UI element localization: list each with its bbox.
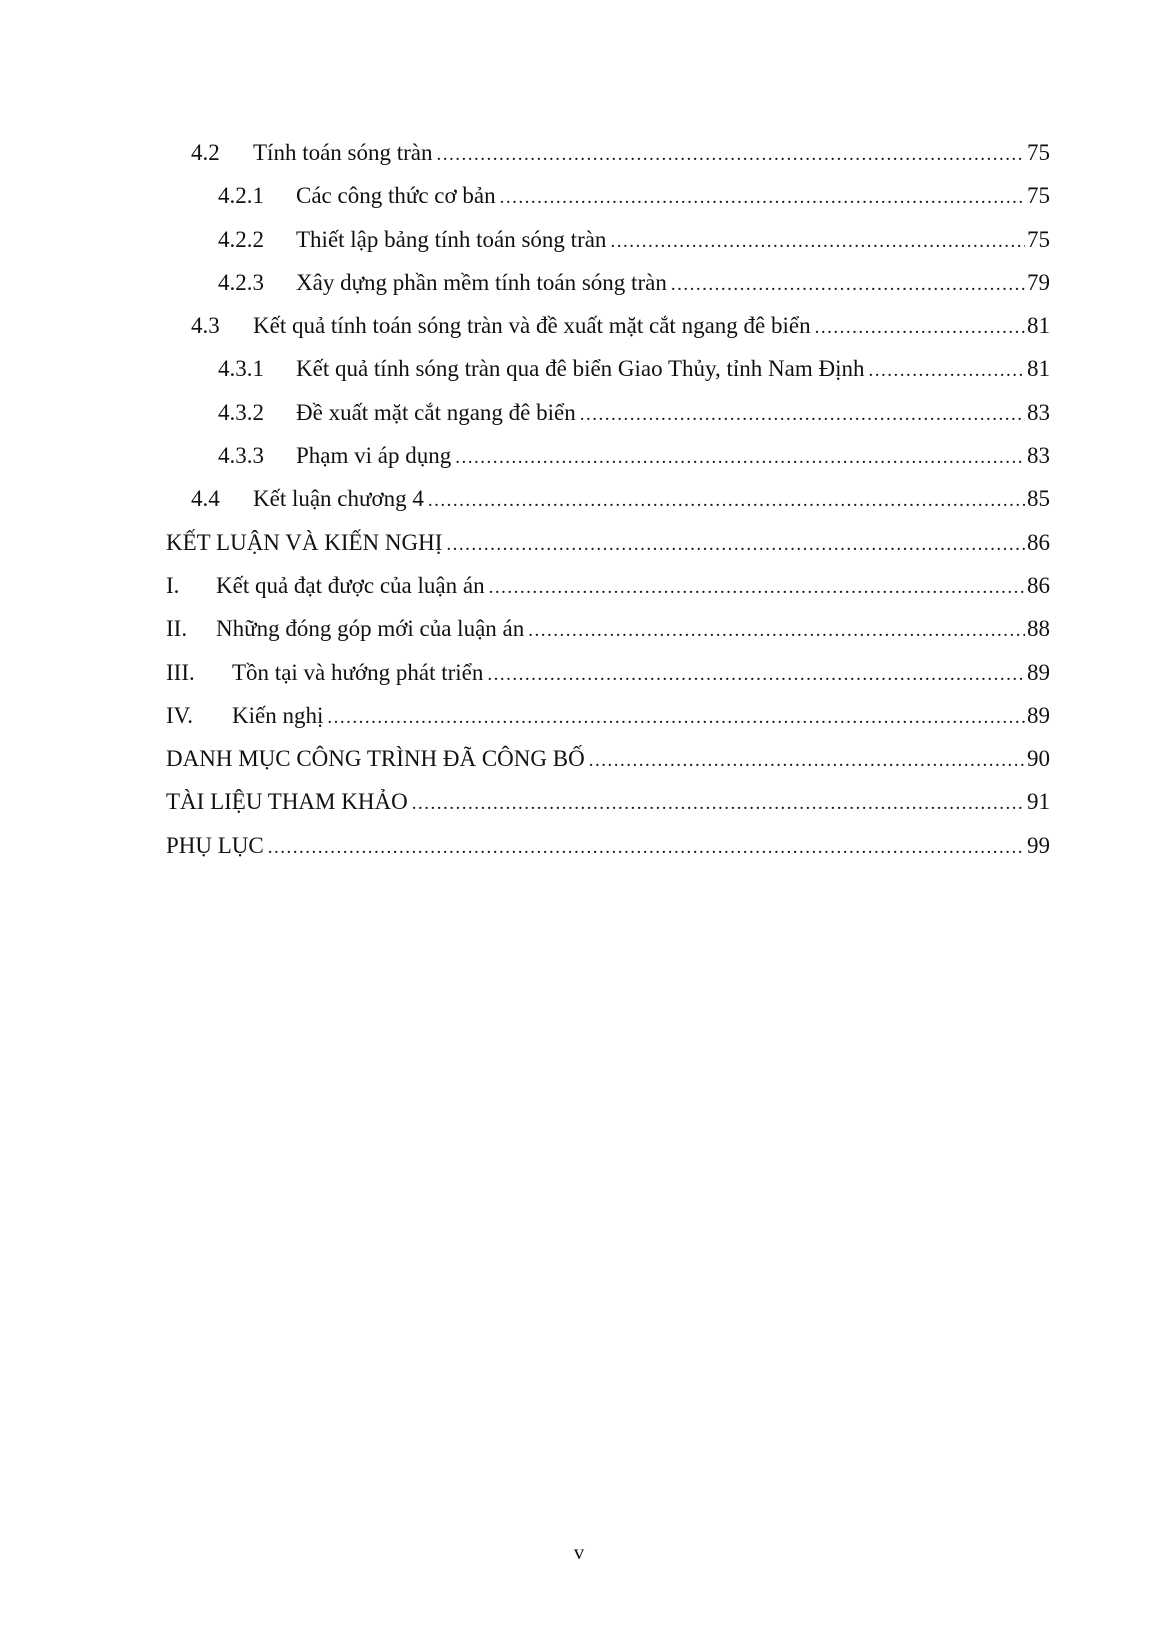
toc-entry-page: 88 xyxy=(1027,616,1050,642)
toc-entry-line xyxy=(166,529,1050,559)
toc-entry-number: I. xyxy=(166,572,180,598)
toc-entry-number: 4.2.1 xyxy=(218,183,264,209)
toc-entry-number: 4.3.1 xyxy=(218,356,264,382)
toc-dot-leader xyxy=(446,531,1025,559)
toc-entry-title: Xây dựng phần mềm tính toán sóng tràn xyxy=(296,269,667,295)
toc-entry-line xyxy=(296,399,1050,429)
toc-entry-page: 91 xyxy=(1027,789,1050,815)
toc-entry-line xyxy=(296,226,1050,256)
toc-entry-line xyxy=(216,572,1050,602)
page-number: v xyxy=(573,1540,585,1564)
toc-entry-page: 90 xyxy=(1027,746,1050,772)
toc-entry[interactable] xyxy=(166,478,1050,521)
toc-dot-leader xyxy=(580,401,1025,429)
toc-entry-page: 89 xyxy=(1027,659,1050,685)
toc-entry[interactable] xyxy=(166,652,1050,695)
toc-entry-page: 75 xyxy=(1027,183,1050,209)
toc-entry-number: 4.2.2 xyxy=(218,226,264,252)
toc-dot-leader xyxy=(671,271,1025,299)
toc-entry-number: 4.3 xyxy=(191,313,220,339)
toc-entry-title: Kết luận chương 4 xyxy=(253,486,424,512)
toc-entry-title: Kết quả tính sóng tràn qua đê biển Giao Thủy, tỉnh Nam Định xyxy=(296,356,865,382)
toc-entry[interactable] xyxy=(166,738,1050,781)
toc-entry-line xyxy=(296,269,1050,299)
toc-entry-line xyxy=(253,312,1050,342)
toc-entry-line xyxy=(296,182,1050,212)
toc-entry[interactable] xyxy=(166,435,1050,478)
toc-entry-line xyxy=(216,615,1050,645)
toc-entry-page: 86 xyxy=(1027,529,1050,555)
toc-entry-number: 4.4 xyxy=(191,486,220,512)
toc-entry-page: 79 xyxy=(1027,269,1050,295)
toc-dot-leader xyxy=(815,314,1025,342)
toc-entry[interactable] xyxy=(166,608,1050,651)
toc-entry-number: 4.3.3 xyxy=(218,443,264,469)
toc-entry-line xyxy=(166,745,1050,775)
toc-dot-leader xyxy=(869,357,1025,385)
toc-entry-title: Kết quả tính toán sóng tràn và đề xuất mặt cắt ngang đê biển xyxy=(253,313,811,339)
toc-entry-title: TÀI LIỆU THAM KHẢO xyxy=(166,789,408,815)
toc-entry-title: Các công thức cơ bản xyxy=(296,183,496,209)
toc-dot-leader xyxy=(268,834,1025,862)
toc-entry-line xyxy=(253,485,1050,515)
toc-entry-title: Tồn tại và hướng phát triển xyxy=(232,659,484,685)
toc-entry-number: 4.3.2 xyxy=(218,399,264,425)
toc-entry-line xyxy=(166,788,1050,818)
toc-entry-number: II. xyxy=(166,616,188,642)
toc-entry-line xyxy=(232,702,1050,732)
toc-entry[interactable] xyxy=(166,132,1050,175)
toc-entry-title: Đề xuất mặt cắt ngang đê biển xyxy=(296,399,576,425)
toc-entry-page: 83 xyxy=(1027,443,1050,469)
toc-entry[interactable] xyxy=(166,565,1050,608)
toc-entry-title: Phạm vi áp dụng xyxy=(296,443,452,469)
toc-entry[interactable] xyxy=(166,781,1050,824)
toc-entry-page: 81 xyxy=(1027,313,1050,339)
toc-entry-number: IV. xyxy=(166,702,194,728)
toc-entry-number: III. xyxy=(166,659,195,685)
toc-dot-leader xyxy=(428,487,1025,515)
toc-entry-title: Kiến nghị xyxy=(232,702,324,728)
toc-entry-page: 85 xyxy=(1027,486,1050,512)
toc-entry[interactable] xyxy=(166,348,1050,391)
toc-entry[interactable] xyxy=(166,305,1050,348)
toc-entry-page: 89 xyxy=(1027,702,1050,728)
toc-entry-number: 4.2 xyxy=(191,140,220,165)
toc-entry[interactable] xyxy=(166,262,1050,305)
toc-dot-leader xyxy=(610,228,1025,256)
toc-entry-title: Những đóng góp mới của luận án xyxy=(216,616,525,642)
toc-entry-page: 75 xyxy=(1027,226,1050,252)
toc-dot-leader xyxy=(489,574,1025,602)
toc-entry-line xyxy=(296,442,1050,472)
toc-entry-line xyxy=(166,832,1050,862)
toc-dot-leader xyxy=(455,444,1025,472)
toc-dot-leader xyxy=(487,661,1025,689)
toc-entry-title: KẾT LUẬN VÀ KIẾN NGHỊ xyxy=(166,529,443,555)
toc-entry-page: 83 xyxy=(1027,399,1050,425)
toc-entry[interactable] xyxy=(166,175,1050,218)
toc-dot-leader xyxy=(412,790,1025,818)
toc-entry-title: Kết quả đạt được của luận án xyxy=(216,572,485,598)
toc-entry-line xyxy=(296,355,1050,385)
toc-entry[interactable] xyxy=(166,695,1050,738)
toc-entry-title: Thiết lập bảng tính toán sóng tràn xyxy=(296,226,607,252)
toc-dot-leader xyxy=(589,747,1025,775)
toc-entry-title: Tính toán sóng tràn xyxy=(253,140,433,165)
toc-dot-leader xyxy=(500,184,1025,212)
toc-entry[interactable] xyxy=(166,522,1050,565)
toc-dot-leader xyxy=(327,704,1025,732)
toc-entry-page: 86 xyxy=(1027,572,1050,598)
toc-entry-page: 99 xyxy=(1027,832,1050,858)
toc-entry-line xyxy=(253,139,1050,169)
table-of-contents xyxy=(166,132,1050,868)
toc-entry[interactable] xyxy=(166,825,1050,868)
toc-entry-line xyxy=(232,659,1050,689)
toc-entry[interactable] xyxy=(166,392,1050,435)
toc-entry-page: 75 xyxy=(1027,140,1050,165)
toc-dot-leader xyxy=(437,141,1026,169)
toc-entry-page: 81 xyxy=(1027,356,1050,382)
toc-entry-title: PHỤ LỤC xyxy=(166,832,264,858)
toc-dot-leader xyxy=(528,617,1025,645)
toc-entry-title: DANH MỤC CÔNG TRÌNH ĐÃ CÔNG BỐ xyxy=(166,746,585,772)
toc-entry[interactable] xyxy=(166,219,1050,262)
toc-entry-number: 4.2.3 xyxy=(218,269,264,295)
